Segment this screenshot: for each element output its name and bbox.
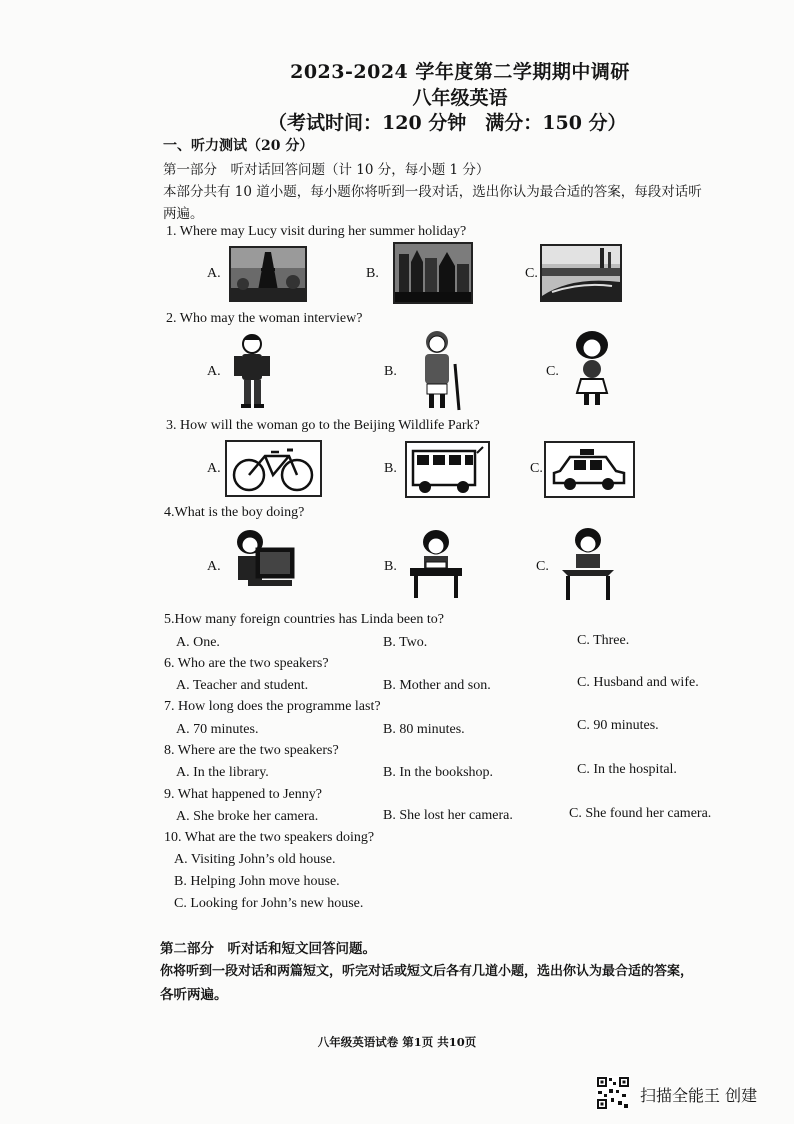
boy-reading-figure — [408, 528, 464, 600]
q3-option-a-label: A. — [207, 461, 221, 476]
q8-option-a: A. In the library. — [176, 765, 269, 780]
question-7: 7. How long does the programme last? — [164, 699, 381, 714]
exam-subject: 八年级英语 — [412, 87, 508, 109]
q5-option-c: C. Three. — [577, 633, 630, 648]
q7-option-b: B. 80 minutes. — [383, 722, 465, 737]
q9-option-b: B. She lost her camera. — [383, 808, 513, 823]
question-2: 2. Who may the woman interview? — [166, 311, 363, 326]
exam-title: 2023-2024 学年度第二学期期中调研 — [290, 61, 630, 83]
scanner-watermark: 扫描全能王 创建 — [640, 1086, 758, 1105]
question-6: 6. Who are the two speakers? — [164, 656, 329, 671]
q6-option-b: B. Mother and son. — [383, 678, 491, 693]
q2-option-b-label: B. — [384, 364, 397, 379]
taxi-icon — [544, 441, 635, 498]
question-10: 10. What are the two speakers doing? — [164, 830, 375, 845]
q4-option-b-label: B. — [384, 559, 397, 574]
part1-heading: 第一部分 听对话回答问题（计 10 分，每小题 1 分） — [163, 162, 490, 178]
q3-option-b-label: B. — [384, 461, 397, 476]
question-4: 4.What is the boy doing? — [164, 505, 305, 520]
old-man-figure — [229, 332, 275, 410]
q6-option-c: C. Husband and wife. — [577, 675, 699, 690]
q1-option-c-label: C. — [525, 266, 538, 281]
bicycle-icon — [225, 440, 322, 497]
q10-option-a: A. Visiting John’s old house. — [174, 852, 336, 867]
eiffel-tower-photo — [229, 246, 307, 302]
q10-option-b: B. Helping John move house. — [174, 874, 340, 889]
part2-instructions-line2: 各听两遍。 — [160, 987, 228, 1003]
qr-code-icon — [596, 1076, 630, 1110]
bus-icon — [405, 441, 490, 498]
q1-option-b-label: B. — [366, 266, 379, 281]
q5-option-a: A. One. — [176, 635, 220, 650]
exam-info: （考试时间：120 分钟 满分：150 分） — [268, 112, 627, 134]
question-8: 8. Where are the two speakers? — [164, 743, 339, 758]
question-5: 5.How many foreign countries has Linda been to? — [164, 612, 444, 627]
part2-heading: 第二部分 听对话和短文回答问题。 — [160, 941, 376, 957]
part2-instructions-line1: 你将听到一段对话和两篇短文，听完对话或短文后各有几道小题，选出你认为最合适的答案， — [160, 964, 694, 979]
q1-option-a-label: A. — [207, 266, 221, 281]
road-landscape-photo — [540, 244, 622, 302]
q5-option-b: B. Two. — [383, 635, 428, 650]
old-woman-figure — [415, 328, 465, 412]
boy-writing-figure — [558, 526, 618, 602]
q7-option-a: A. 70 minutes. — [176, 722, 259, 737]
q3-option-c-label: C. — [530, 461, 543, 476]
girl-figure — [569, 331, 615, 409]
boy-computer-figure — [228, 528, 298, 588]
q4-option-a-label: A. — [207, 559, 221, 574]
part1-instructions-line2: 两遍。 — [163, 206, 204, 222]
city-buildings-photo — [393, 242, 473, 304]
question-9: 9. What happened to Jenny? — [164, 787, 322, 802]
q4-option-c-label: C. — [536, 559, 549, 574]
section-heading-listening: 一、听力测试（20 分） — [163, 138, 314, 154]
q10-option-c: C. Looking for John’s new house. — [174, 896, 364, 911]
q9-option-c: C. She found her camera. — [569, 806, 712, 821]
q2-option-c-label: C. — [546, 364, 559, 379]
part1-instructions-line1: 本部分共有 10 道小题，每小题你将听到一段对话，选出你认为最合适的答案，每段对话听 — [163, 184, 702, 200]
q8-option-c: C. In the hospital. — [577, 762, 677, 777]
q2-option-a-label: A. — [207, 364, 221, 379]
question-3: 3. How will the woman go to the Beijing Wildlife Park? — [166, 418, 480, 433]
q7-option-c: C. 90 minutes. — [577, 718, 659, 733]
q9-option-a: A. She broke her camera. — [176, 809, 319, 824]
question-1: 1. Where may Lucy visit during her summer holiday? — [166, 224, 467, 239]
q8-option-b: B. In the bookshop. — [383, 765, 494, 780]
page-footer: 八年级英语试卷 第1页 共10页 — [317, 1035, 477, 1049]
q6-option-a: A. Teacher and student. — [176, 678, 309, 693]
